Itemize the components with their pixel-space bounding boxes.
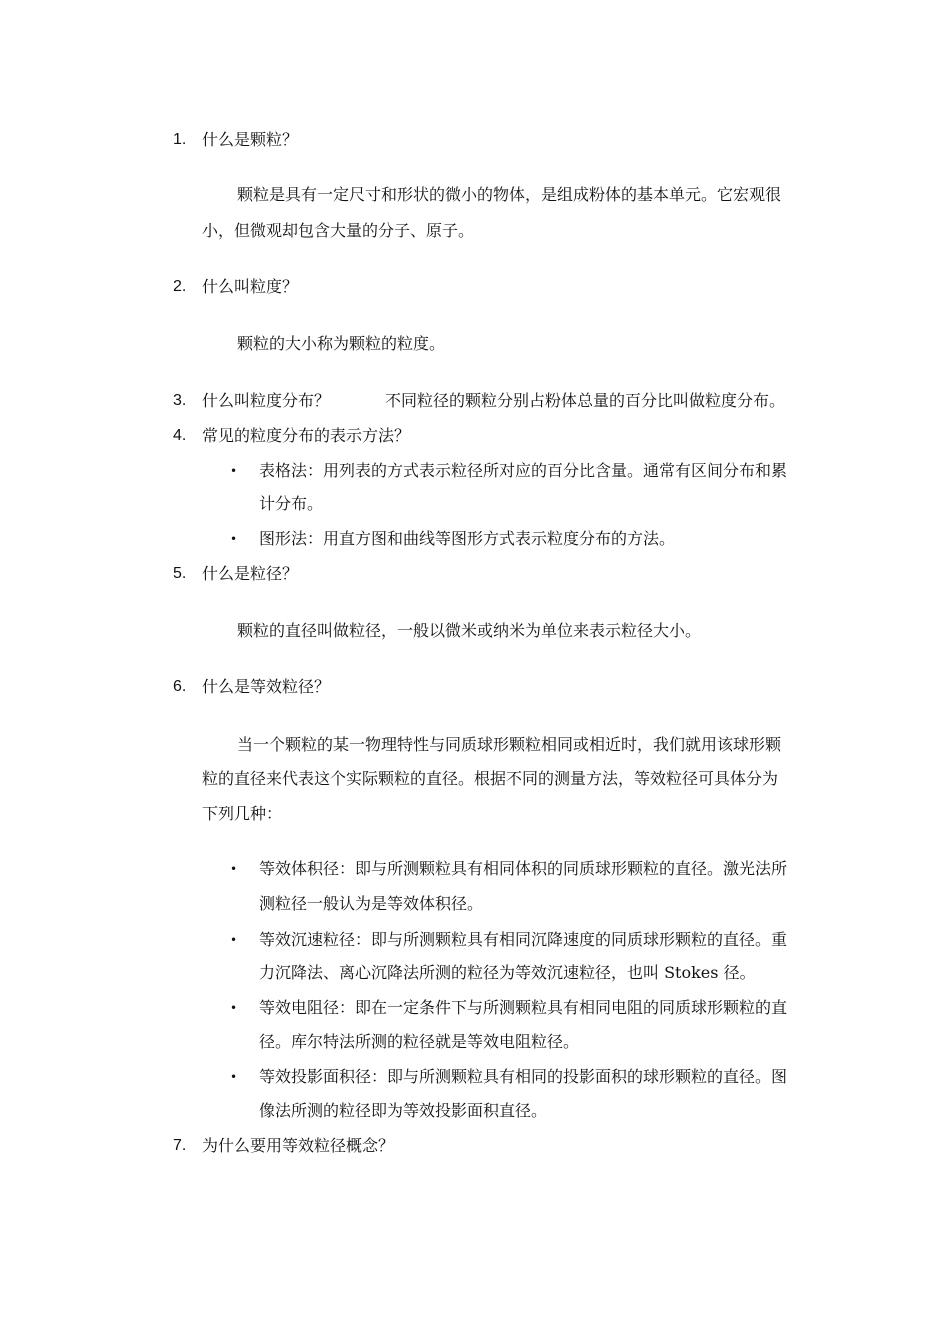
question-heading: 什么是颗粒？ — [202, 130, 299, 149]
bullet-marker: • — [230, 532, 238, 546]
item-number: 4. — [173, 427, 187, 444]
answer-line: 当一个颗粒的某一物理特性与同质球形颗粒相同或相近时，我们就用该球形颗 — [237, 735, 782, 754]
answer-line: 颗粒的直径叫做粒径，一般以微米或纳米为单位来表示粒径大小。 — [237, 621, 702, 640]
bullet-line: 等效投影面积径：即与所测颗粒具有相同的投影面积的球形颗粒的直径。图 — [259, 1067, 788, 1086]
question-heading: 为什么要用等效粒径概念？ — [202, 1136, 395, 1155]
question-heading: 什么叫粒度分布？ — [202, 391, 331, 410]
bullet-line: 表格法：用列表的方式表示粒径所对应的百分比含量。通常有区间分布和累 — [259, 461, 788, 480]
bullet-line: 力沉降法、离心沉降法所测的粒径为等效沉速粒径，也叫 Stokes 径。 — [259, 963, 756, 982]
item-number: 6. — [173, 678, 187, 695]
bullet-marker: • — [230, 862, 238, 876]
question-heading: 什么叫粒度？ — [202, 277, 299, 296]
question-heading: 什么是等效粒径？ — [202, 677, 331, 696]
bullet-line: 计分布。 — [259, 494, 324, 513]
bullet-marker: • — [230, 933, 238, 947]
item-number: 5. — [173, 565, 187, 582]
bullet-line: 图形法：用直方图和曲线等图形方式表示粒度分布的方法。 — [259, 529, 676, 548]
bullet-line: 等效体积径：即与所测颗粒具有相同体积的同质球形颗粒的直径。激光法所 — [259, 859, 788, 878]
item-number: 1. — [173, 131, 187, 148]
inline-answer: 不同粒径的颗粒分别占粉体总量的百分比叫做粒度分布。 — [385, 391, 786, 410]
answer-line: 小，但微观却包含大量的分子、原子。 — [202, 221, 475, 240]
bullet-marker: • — [230, 1001, 238, 1015]
answer-line: 颗粒的大小称为颗粒的粒度。 — [237, 334, 446, 353]
bullet-line: 等效电阻径：即在一定条件下与所测颗粒具有相同电阻的同质球形颗粒的直 — [259, 998, 788, 1017]
bullet-line: 像法所测的粒径即为等效投影面积直径。 — [259, 1101, 548, 1120]
bullet-line: 径。库尔特法所测的粒径就是等效电阻粒径。 — [259, 1032, 580, 1051]
question-heading: 常见的粒度分布的表示方法？ — [202, 426, 411, 445]
item-number: 2. — [173, 278, 187, 295]
question-heading: 什么是粒径？ — [202, 564, 299, 583]
answer-line: 下列几种： — [202, 804, 283, 823]
answer-line: 颗粒是具有一定尺寸和形状的微小的物体，是组成粉体的基本单元。它宏观很 — [237, 185, 782, 204]
item-number: 7. — [173, 1137, 187, 1154]
bullet-line: 等效沉速粒径：即与所测颗粒具有相同沉降速度的同质球形颗粒的直径。重 — [259, 930, 788, 949]
bullet-line: 测粒径一般认为是等效体积径。 — [259, 894, 484, 913]
bullet-marker: • — [230, 1070, 238, 1084]
answer-line: 粒的直径来代表这个实际颗粒的直径。根据不同的测量方法，等效粒径可具体分为 — [202, 769, 779, 788]
item-number: 3. — [173, 392, 187, 409]
bullet-marker: • — [230, 464, 238, 478]
